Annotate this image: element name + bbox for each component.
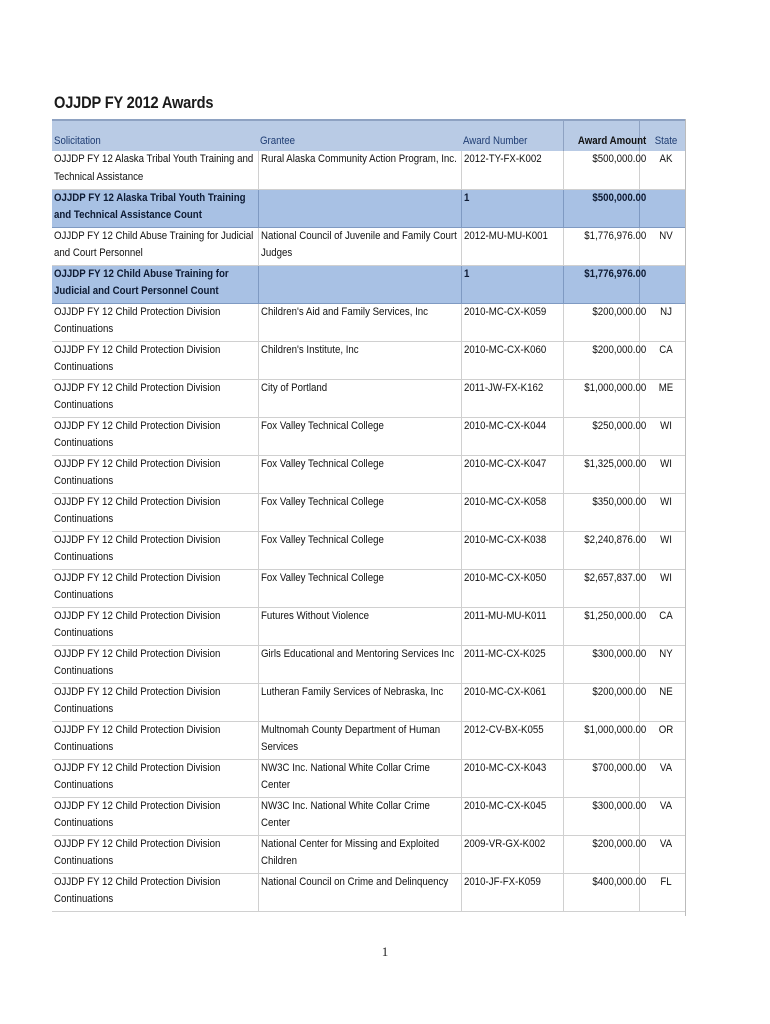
cell-state: WI [639, 417, 686, 455]
cell-award-amount: $300,000.00 [563, 797, 639, 835]
cell-state: VA [639, 835, 686, 873]
table-row [52, 417, 686, 455]
cell-state: FL [639, 873, 686, 911]
cell-solicitation: OJJDP FY 12 Alaska Tribal Youth Training and Technical Assistance [52, 151, 258, 189]
cell-award-amount: $350,000.00 [563, 493, 639, 531]
count-row [52, 189, 686, 227]
cell-solicitation: OJJDP FY 12 Child Abuse Training for Judicial and Court Personnel Count [52, 265, 258, 303]
cell-solicitation: OJJDP FY 12 Child Protection Division Continuations [52, 379, 258, 417]
cell-award-number: 2010-MC-CX-K060 [461, 341, 563, 379]
cell-grantee: Lutheran Family Services of Nebraska, Inc [258, 683, 461, 721]
cell-solicitation: OJJDP FY 12 Child Protection Division Continuations [52, 645, 258, 683]
cell-solicitation: OJJDP FY 12 Child Protection Division Continuations [52, 493, 258, 531]
cell-award-number: 2010-MC-CX-K044 [461, 417, 563, 455]
cell-solicitation: OJJDP FY 12 Child Protection Division Continuations [52, 759, 258, 797]
cell-solicitation: OJJDP FY 12 Child Protection Division Continuations [52, 835, 258, 873]
cell-award-number: 2010-MC-CX-K058 [461, 493, 563, 531]
cell-award-amount: $250,000.00 [563, 417, 639, 455]
cell-state: CA [639, 607, 686, 645]
cell-award-amount: $700,000.00 [563, 759, 639, 797]
cell-award-amount: $400,000.00 [563, 873, 639, 911]
table-row [52, 151, 686, 189]
cell-award-number: 1 [461, 265, 563, 303]
cell-state: NV [639, 227, 686, 265]
cell-award-amount: $300,000.00 [563, 645, 639, 683]
table-header-row [52, 120, 686, 151]
cell-award-amount: $1,776,976.00 [563, 265, 639, 303]
cell-award-number: 2012-CV-BX-K055 [461, 721, 563, 759]
cell-award-number: 2011-MC-CX-K025 [461, 645, 563, 683]
cell-award-amount: $1,250,000.00 [563, 607, 639, 645]
cell-grantee: Fox Valley Technical College [258, 455, 461, 493]
cell-grantee: Rural Alaska Community Action Program, Inc. [258, 151, 461, 189]
cell-award-number: 2010-MC-CX-K045 [461, 797, 563, 835]
cell-award-amount: $500,000.00 [563, 151, 639, 189]
cell-state: WI [639, 493, 686, 531]
cell-grantee: Futures Without Violence [258, 607, 461, 645]
cell-grantee: Fox Valley Technical College [258, 493, 461, 531]
cell-award-number: 2010-MC-CX-K047 [461, 455, 563, 493]
cell-award-number: 2010-MC-CX-K043 [461, 759, 563, 797]
table-row [52, 607, 686, 645]
awards-table [52, 119, 686, 912]
table-row [52, 455, 686, 493]
cell-state: NE [639, 683, 686, 721]
cell-award-number: 2010-JF-FX-K059 [461, 873, 563, 911]
cell-grantee [258, 265, 461, 303]
cell-award-amount: $1,325,000.00 [563, 455, 639, 493]
page-title: OJJDP FY 2012 Awards [54, 93, 214, 112]
cell-grantee: Fox Valley Technical College [258, 417, 461, 455]
cell-solicitation: OJJDP FY 12 Child Protection Division Continuations [52, 683, 258, 721]
table-body [52, 151, 686, 911]
cell-state: WI [639, 569, 686, 607]
cell-solicitation: OJJDP FY 12 Alaska Tribal Youth Training and Technical Assistance Count [52, 189, 258, 227]
header-award-number: Award Number [461, 120, 563, 151]
cell-solicitation: OJJDP FY 12 Child Protection Division Continuations [52, 417, 258, 455]
cell-solicitation: OJJDP FY 12 Child Protection Division Continuations [52, 721, 258, 759]
cell-award-amount: $1,000,000.00 [563, 721, 639, 759]
cell-solicitation: OJJDP FY 12 Child Protection Division Continuations [52, 797, 258, 835]
cell-state: ME [639, 379, 686, 417]
table-row [52, 873, 686, 911]
cell-award-number: 2012-MU-MU-K001 [461, 227, 563, 265]
cell-award-amount: $200,000.00 [563, 341, 639, 379]
table-row [52, 569, 686, 607]
cell-state: VA [639, 797, 686, 835]
cell-grantee: Fox Valley Technical College [258, 531, 461, 569]
cell-award-amount: $200,000.00 [563, 303, 639, 341]
cell-award-number: 2010-MC-CX-K038 [461, 531, 563, 569]
cell-grantee: Girls Educational and Mentoring Services Inc [258, 645, 461, 683]
cell-grantee: National Center for Missing and Exploited Children [258, 835, 461, 873]
cell-award-amount: $2,240,876.00 [563, 531, 639, 569]
cell-grantee: Children's Aid and Family Services, Inc [258, 303, 461, 341]
cell-solicitation: OJJDP FY 12 Child Protection Division Continuations [52, 303, 258, 341]
cell-solicitation: OJJDP FY 12 Child Protection Division Continuations [52, 531, 258, 569]
cell-award-amount: $200,000.00 [563, 683, 639, 721]
table-row [52, 493, 686, 531]
cell-solicitation: OJJDP FY 12 Child Protection Division Continuations [52, 341, 258, 379]
cell-award-number: 2011-MU-MU-K011 [461, 607, 563, 645]
table-row [52, 835, 686, 873]
count-row [52, 265, 686, 303]
cell-solicitation: OJJDP FY 12 Child Protection Division Continuations [52, 455, 258, 493]
table-row [52, 759, 686, 797]
page-number: 1 [381, 944, 389, 959]
cell-state: WI [639, 455, 686, 493]
cell-state: NY [639, 645, 686, 683]
table-right-border [685, 119, 686, 916]
table-row [52, 721, 686, 759]
header-state: State [639, 120, 686, 151]
cell-award-number: 2010-MC-CX-K059 [461, 303, 563, 341]
cell-solicitation: OJJDP FY 12 Child Protection Division Continuations [52, 873, 258, 911]
cell-grantee: National Council on Crime and Delinquency [258, 873, 461, 911]
cell-grantee: Multnomah County Department of Human Services [258, 721, 461, 759]
cell-grantee: National Council of Juvenile and Family Court Judges [258, 227, 461, 265]
cell-state: NJ [639, 303, 686, 341]
header-grantee: Grantee [258, 120, 461, 151]
cell-state: AK [639, 151, 686, 189]
cell-grantee: Fox Valley Technical College [258, 569, 461, 607]
cell-award-amount: $1,000,000.00 [563, 379, 639, 417]
cell-award-number: 2010-MC-CX-K061 [461, 683, 563, 721]
table-row [52, 683, 686, 721]
cell-state: CA [639, 341, 686, 379]
table-row [52, 303, 686, 341]
cell-state: WI [639, 531, 686, 569]
cell-state: OR [639, 721, 686, 759]
header-award-amount: Award Amount [563, 120, 639, 151]
cell-grantee [258, 189, 461, 227]
cell-grantee: NW3C Inc. National White Collar Crime Center [258, 759, 461, 797]
cell-state: VA [639, 759, 686, 797]
cell-award-number: 2012-TY-FX-K002 [461, 151, 563, 189]
cell-award-number: 2009-VR-GX-K002 [461, 835, 563, 873]
cell-award-amount: $1,776,976.00 [563, 227, 639, 265]
cell-award-amount: $200,000.00 [563, 835, 639, 873]
cell-grantee: NW3C Inc. National White Collar Crime Center [258, 797, 461, 835]
table-row [52, 379, 686, 417]
table-row [52, 645, 686, 683]
table-row [52, 341, 686, 379]
cell-solicitation: OJJDP FY 12 Child Protection Division Continuations [52, 607, 258, 645]
header-solicitation: Solicitation [52, 120, 258, 151]
cell-award-number: 1 [461, 189, 563, 227]
table-row [52, 227, 686, 265]
cell-award-number: 2010-MC-CX-K050 [461, 569, 563, 607]
table-row [52, 797, 686, 835]
cell-grantee: City of Portland [258, 379, 461, 417]
cell-grantee: Children's Institute, Inc [258, 341, 461, 379]
table-row [52, 531, 686, 569]
cell-award-amount: $2,657,837.00 [563, 569, 639, 607]
cell-solicitation: OJJDP FY 12 Child Protection Division Continuations [52, 569, 258, 607]
cell-award-amount: $500,000.00 [563, 189, 639, 227]
cell-solicitation: OJJDP FY 12 Child Abuse Training for Judicial and Court Personnel [52, 227, 258, 265]
cell-award-number: 2011-JW-FX-K162 [461, 379, 563, 417]
